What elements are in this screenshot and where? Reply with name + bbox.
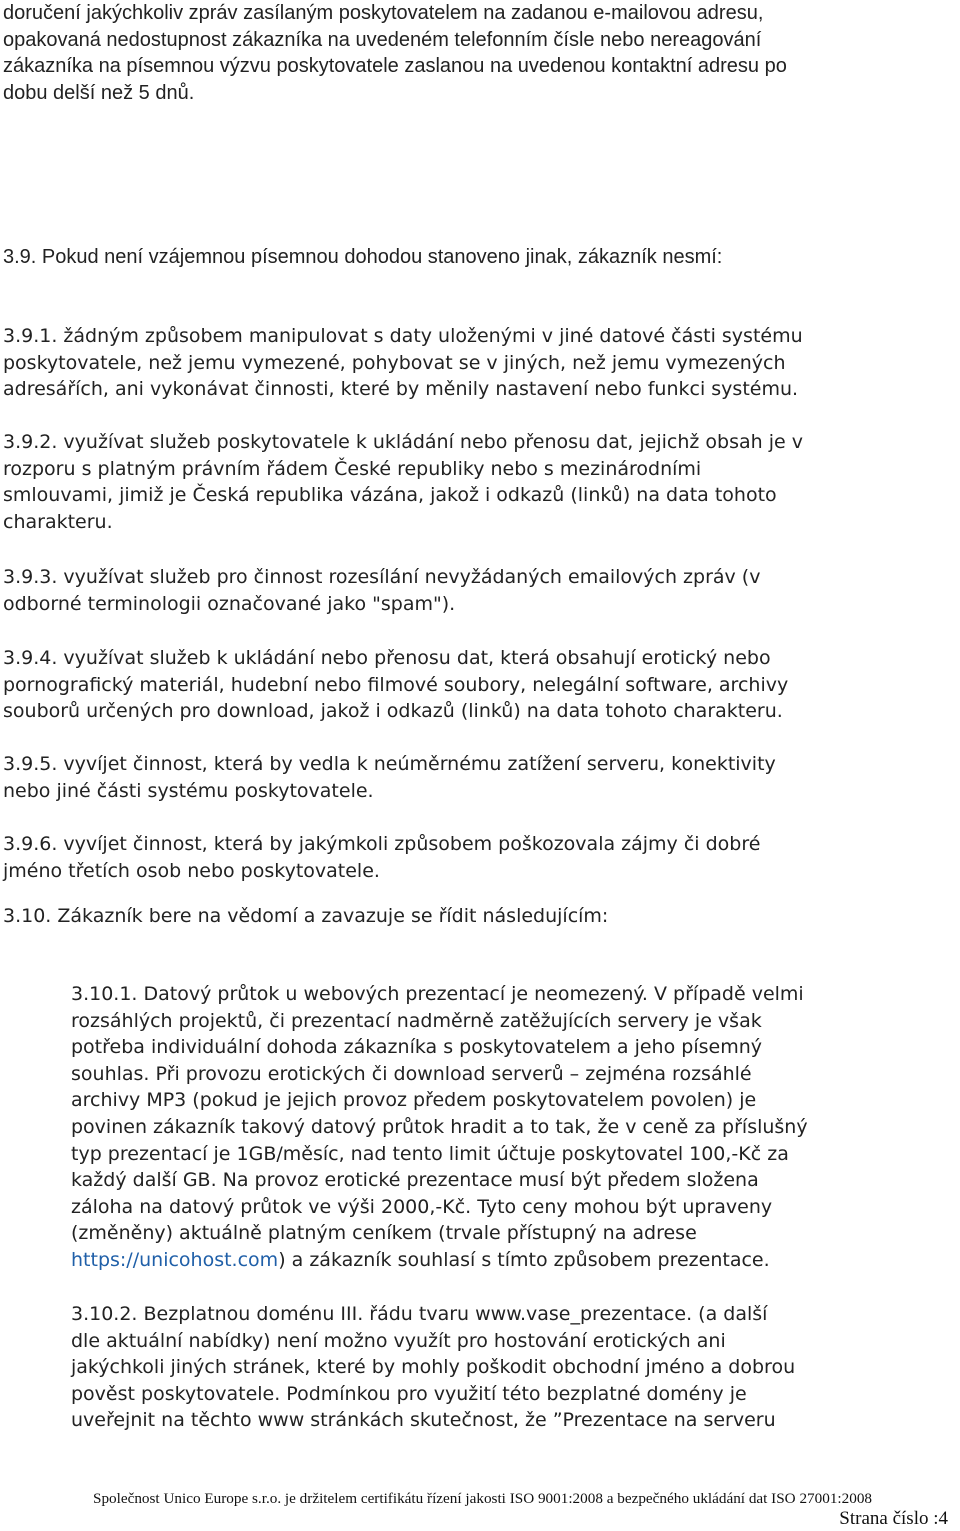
item-3-9-5 bbox=[3, 751, 948, 804]
paragraph-line: opakovaná nedostupnost zákazníka na uvedeném telefonním čísle nebo nereagování bbox=[3, 28, 762, 51]
paragraph-line: typ prezentací je 1GB/měsíc, nad tento limit účtuje poskytovatel 100,-Kč za bbox=[71, 1142, 789, 1165]
paragraph-line: doručení jakýchkoliv zpráv zasílaným poskytovatelem na zadanou e-mailovou adresu, bbox=[3, 2, 764, 24]
page-number: Strana číslo :4 bbox=[839, 1508, 948, 1529]
paragraph-line: souhlas. Při provozu erotických či download serverů – zejména rozsáhlé bbox=[71, 1062, 752, 1085]
paragraph-line: 3.9.6. vyvíjet činnost, která by jakýmkoli způsobem poškozovala zájmy či dobré bbox=[3, 833, 761, 855]
paragraph-line: odborné terminologii označované jako "spam"). bbox=[3, 592, 456, 615]
paragraph-line: pověst poskytovatele. Podmínkou pro využití této bezplatné domény je bbox=[71, 1382, 747, 1405]
paragraph-line: charakteru. bbox=[3, 510, 113, 533]
item-3-9-6 bbox=[3, 831, 948, 884]
item-3-9-2 bbox=[3, 429, 948, 535]
section-3-10-heading: 3.10. Zákazník bere na vědomí a zavazuje se řídit následujícím: bbox=[3, 905, 609, 927]
paragraph-line: rozporu s platným právním řádem České republiky nebo s mezinárodními bbox=[3, 457, 702, 480]
paragraph-line: zákazníka na písemnou výzvu poskytovatele zaslanou na uvedenou kontaktní adresu po bbox=[3, 55, 787, 78]
paragraph-line: 3.9.2. využívat služeb poskytovatele k ukládání nebo přenosu dat, jejichž obsah je v bbox=[3, 431, 803, 453]
item-3-9-3 bbox=[3, 564, 948, 617]
paragraph-line: 3.9.4. využívat služeb k ukládání nebo přenosu dat, která obsahují erotický nebo bbox=[3, 647, 771, 669]
paragraph-line: pornografický materiál, hudební nebo filmové soubory, nelegální software, archivy bbox=[3, 673, 789, 696]
paragraph-line bbox=[71, 1247, 951, 1274]
paragraph-line: nebo jiné části systému poskytovatele. bbox=[3, 779, 374, 802]
item-3-10-1 bbox=[71, 981, 951, 1274]
unicohost-link[interactable]: https://unicohost.com bbox=[71, 1248, 279, 1271]
paragraph-line: povinen zákazník takový datový průtok hradit a to tak, že v ceně za příslušný bbox=[71, 1115, 808, 1138]
section-3-9-heading: 3.9. Pokud není vzájemnou písemnou dohodou stanoveno jinak, zákazník nesmí: bbox=[3, 246, 723, 268]
paragraph-line: potřeba individuální dohoda zákazníka s poskytovatelem a jeho písemný bbox=[71, 1036, 762, 1059]
paragraph-line: jméno třetích osob nebo poskytovatele. bbox=[3, 859, 380, 882]
intro-paragraph bbox=[3, 0, 948, 106]
paragraph-line: smlouvami, jimiž je Česká republika vázána, jakož i odkazů (linků) na data tohoto bbox=[3, 484, 777, 507]
paragraph-line: (změněny) aktuálně platným ceníkem (trvale přístupný na adrese bbox=[71, 1222, 697, 1245]
paragraph-line: rozsáhlých projektů, či prezentací nadměrně zatěžujících servery je však bbox=[71, 1009, 762, 1032]
paragraph-line: 3.10.1. Datový průtok u webových prezentací je neomezený. V případě velmi bbox=[71, 983, 804, 1005]
paragraph-line: uveřejnit na těchto www stránkách skutečnost, že ”Prezentace na serveru bbox=[71, 1409, 776, 1432]
paragraph-line: jakýchkoli jiných stránek, které by mohly poškodit obchodní jméno a dobrou bbox=[71, 1356, 796, 1379]
link-trailing-text: ) a zákazník souhlasí s tímto způsobem prezentace. bbox=[278, 1248, 770, 1271]
paragraph-line: poskytovatele, než jemu vymezené, pohybovat se v jiných, než jemu vymezených bbox=[3, 351, 786, 374]
paragraph-line: každý další GB. Na provoz erotické prezentace musí být předem složena bbox=[71, 1169, 759, 1192]
paragraph-line: adresářích, ani vykonávat činnosti, které by měnily nastavení nebo funkci systému. bbox=[3, 378, 799, 401]
paragraph-line: 3.9.5. vyvíjet činnost, která by vedla k neúměrnému zatížení serveru, konektivity bbox=[3, 753, 776, 775]
paragraph-line: souborů určených pro download, jakož i odkazů (linků) na data tohoto charakteru. bbox=[3, 700, 783, 723]
paragraph-line: 3.9.1. žádným způsobem manipulovat s daty uloženými v jiné datové části systému bbox=[3, 325, 803, 347]
paragraph-line: 3.9.3. využívat služeb pro činnost rozesílání nevyžádaných emailových zpráv (v bbox=[3, 566, 761, 588]
paragraph-line: záloha na datový průtok ve výši 2000,-Kč. Tyto ceny mohou být upraveny bbox=[71, 1195, 773, 1218]
item-3-10-2 bbox=[71, 1301, 951, 1434]
paragraph-line: dobu delší než 5 dnů. bbox=[3, 81, 195, 104]
paragraph-line: dle aktuální nabídky) není možno využít pro hostování erotických ani bbox=[71, 1329, 726, 1352]
item-3-9-1 bbox=[3, 323, 948, 403]
paragraph-line: 3.10.2. Bezplatnou doménu III. řádu tvaru www.vase_prezentace. (a další bbox=[71, 1303, 768, 1325]
paragraph-line: archivy MP3 (pokud je jejich provoz předem poskytovatelem povolen) je bbox=[71, 1089, 757, 1112]
item-3-9-4 bbox=[3, 645, 948, 725]
footer-certification: Společnost Unico Europe s.r.o. je držitelem certifikátu řízení jakosti ISO 9001:2008 a bezpečného ukládání dat ISO 27001:2008 bbox=[93, 1490, 873, 1507]
